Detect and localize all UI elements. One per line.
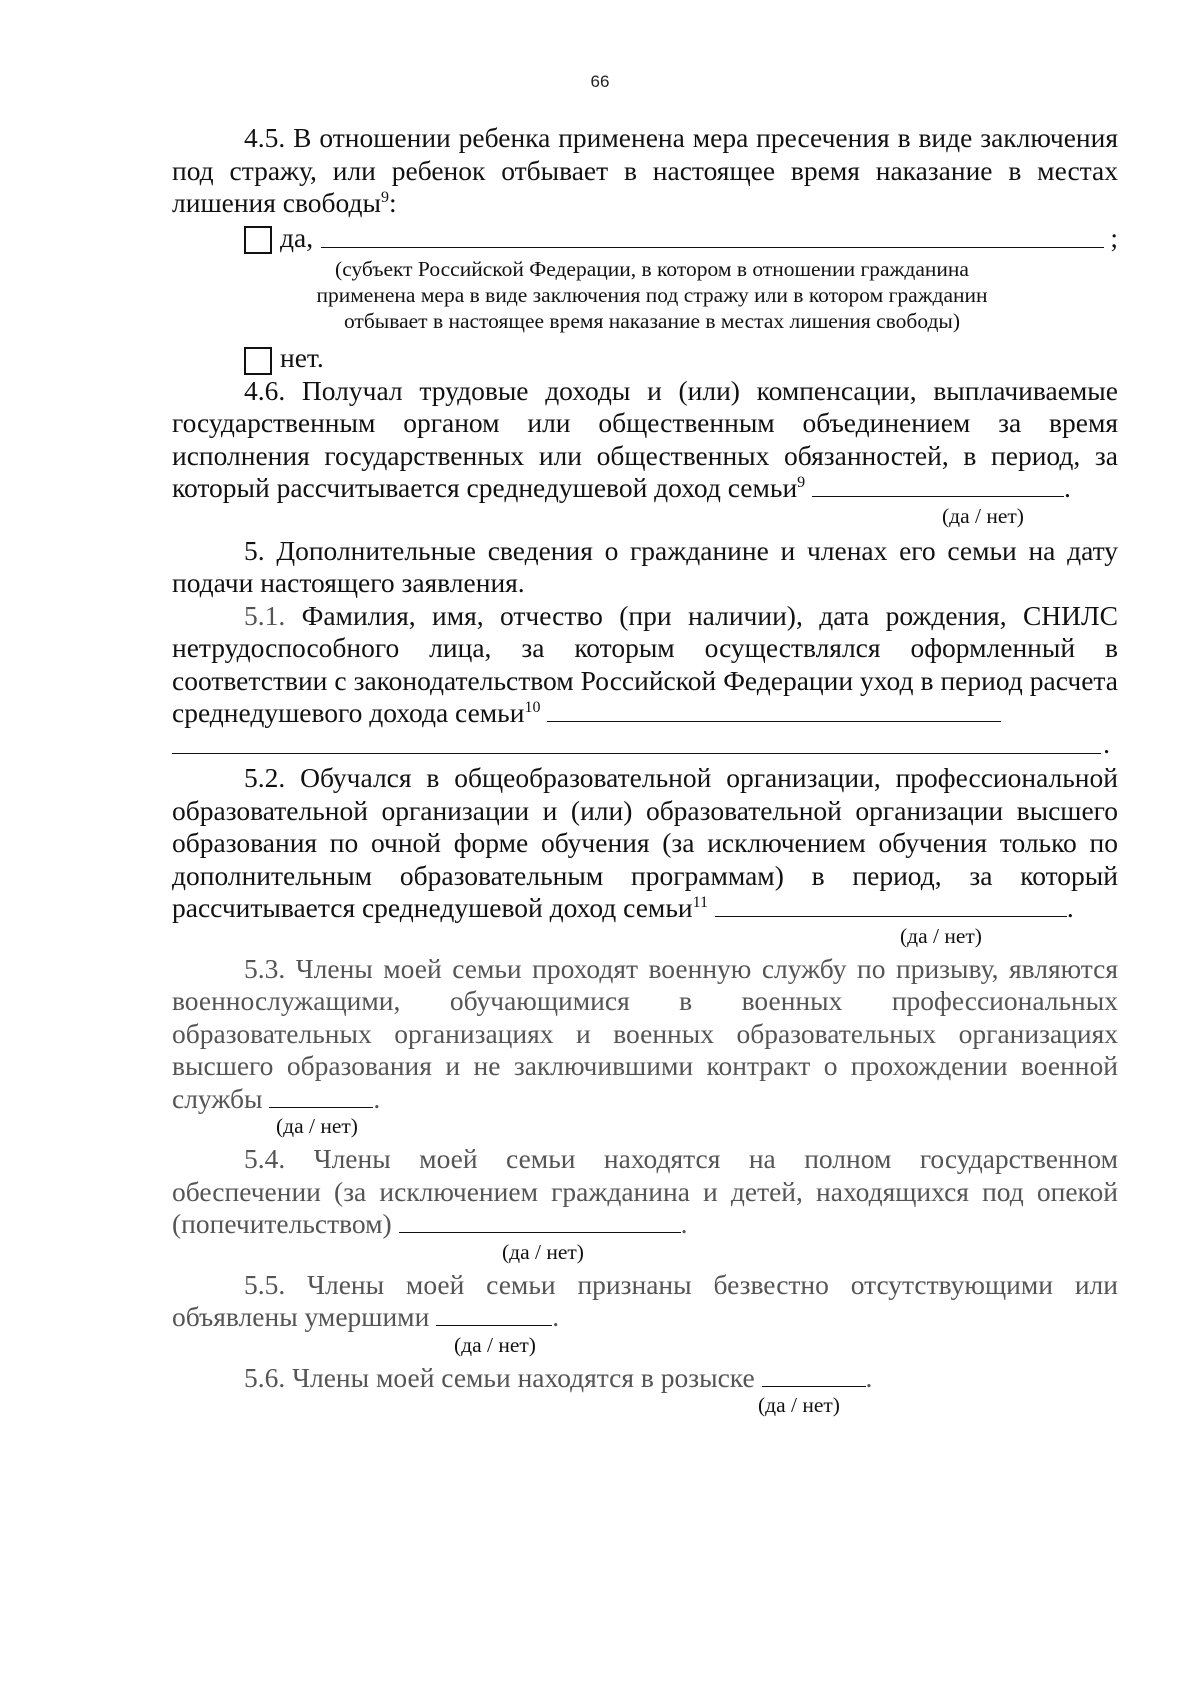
section-5-1-text: Фамилия, имя, отчество (при наличии), дата рождения, СНИЛС нетрудоспособного лица, за которым осуществлялся оформленный в соответствии с законодательством Российской Федерации уход в период расчета среднедушевого дохода семьи [172,599,1118,728]
region-caption [282,256,1022,334]
hint-5-6: (да / нет) [758,1393,840,1417]
footnote-ref: 10 [524,698,541,716]
section-5-2 [172,762,1118,925]
period: . [373,1082,381,1114]
section-5-6-text: 5.6. Члены моей семьи находятся в розыске [244,1361,755,1393]
section-5-5 [172,1269,1118,1334]
answer-line-4-6[interactable] [812,474,1064,497]
period: . [552,1301,560,1332]
hint-5-2: (да / нет) [900,923,982,948]
section-5-3-text: 5.3. Члены моей семьи проходят военную службу по призыву, являются военнослужащими, обучающимися в военных профессиональных образовательных организациях и военных образовательных организациях высшего образования и не заключившими контракт о прохождении военной службы [172,952,1118,1114]
period: . [1066,892,1074,923]
section-5-4 [172,1143,1118,1241]
period: . [680,1208,688,1239]
answer-line-5-5[interactable] [436,1303,552,1326]
section-5-2-text: 5.2. Обучался в общеобразовательной организации, профессиональной образовательной организации и (или) образовательной организации высшего образования по очной форме обучения (за исключением обучения только по дополнительным образовательным программам) в период, за который рассчитывается среднедушевой доход семьи [172,762,1118,923]
section-4-6 [172,375,1118,505]
hint-4-6: (да / нет) [942,503,1024,528]
section-4-5 [172,122,1118,220]
caption-line: (субъект Российской Федерации, в котором в отношении гражданина [335,257,969,281]
answer-line-5-3[interactable] [269,1085,373,1108]
period: . [865,1361,873,1393]
section-4-5-text: 4.5. В отношении ребенка применена мера пресечения в виде заключения под стражу, или ребенок отбывает в настоящее время наказание в местах лишения свободы [172,122,1118,218]
period: . [1064,472,1071,503]
section-5-1-number: 5.1. [244,599,286,631]
section-5-6 [172,1362,1118,1395]
section-5-1 [172,600,1118,730]
caption-line: отбывает в настоящее время наказание в местах лишения свободы) [343,309,961,333]
section-5: 5. Дополнительные сведения о гражданине и членах его семьи на дату подачи настоящего заявления. [172,534,1118,598]
region-input-line[interactable] [321,223,1104,248]
yes-checkbox[interactable] [244,226,272,254]
caption-line: применена мера в виде заключения под стражу или в котором гражданин [316,283,988,307]
yes-option-row [244,222,1118,255]
section-5-5-text: 5.5. Члены моей семьи признаны безвестно отсутствующими или объявлены умершими [172,1268,1118,1332]
answer-line-5-2[interactable] [715,894,1067,917]
footnote-ref: 11 [692,893,708,911]
page-number: 66 [590,72,610,91]
footnote-ref: 9 [797,473,806,491]
hint-5-3: (да / нет) [276,1114,358,1138]
hint-5-5: (да / нет) [454,1332,536,1357]
no-option-row [244,342,1118,375]
section-5-4-text: 5.4. Члены моей семьи находятся на полном государственном обеспечении (за исключением гражданина и детей, находящихся под опекой (попечительством) [172,1143,1118,1239]
no-label: нет. [280,342,324,373]
hint-5-4: (да / нет) [502,1239,584,1264]
form-content [172,122,1118,1418]
answer-line-5-4[interactable] [399,1210,681,1233]
answer-line-5-1a[interactable] [547,699,1001,722]
answer-row-5-1b [172,728,1118,761]
answer-line-5-6[interactable] [762,1364,866,1387]
colon: : [388,187,397,218]
footnote-ref: 9 [380,188,389,206]
no-checkbox[interactable] [244,347,272,375]
section-5-3 [172,953,1118,1116]
yes-end: ; [1110,221,1118,253]
section-4-6-text: 4.6. Получал трудовые доходы и (или) компенсации, выплачиваемые государственным органом или общественным объединением за время исполнения государственных или общественных обязанностей, в период, за который рассчитывается среднедушевой доход семьи [172,374,1118,503]
yes-label: да, [280,221,314,253]
answer-line-5-1b[interactable] [172,729,1101,754]
period: . [1103,727,1110,759]
